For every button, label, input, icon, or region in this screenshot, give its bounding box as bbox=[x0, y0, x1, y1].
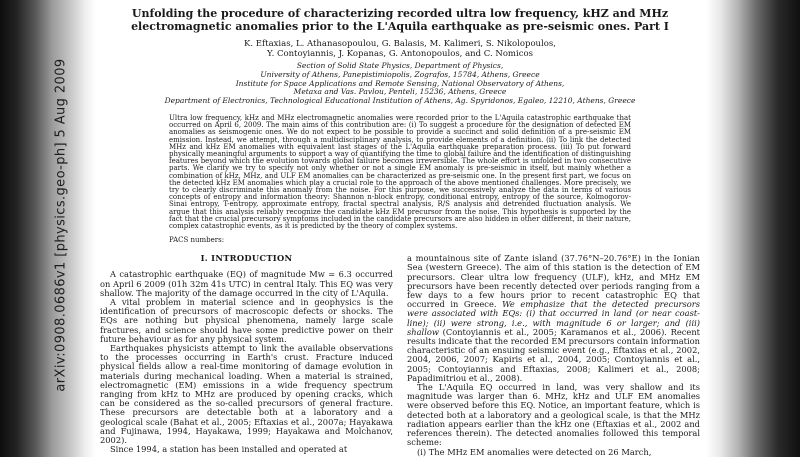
paper-title-line2: electromagnetic anomalies prior to the L'Aquila earthquake as pre-seismic ones. Part I bbox=[131, 20, 669, 33]
authors-line1: K. Eftaxias, L. Athanasopoulou, G. Balasis, M. Kalimeri, S. Nikolopoulos, bbox=[244, 39, 556, 49]
authors-line2: Y. Contoyiannis, J. Kopanas, G. Antonopoulos, and C. Nomicos bbox=[267, 49, 533, 59]
paragraph: A catastrophic earthquake (EQ) of magnitude Mw = 6.3 occurred on April 6 2009 (01h 32m 41s UTC) in central Italy. This EQ was very shallow. The majority of the damage occurred in the city of L'Aquila. bbox=[100, 269, 393, 298]
paragraph-text: a mountainous site of Zante island (37.76°N–20.76°E) in the Ionian Sea (western Greece). The aim of this station is the detection of EM precursors. Clear ultra low frequency (ULF), kHz, and MHz EM precursors have been recently detected over periods ranging from a few days to a few hours prior to recent catastrophic EQ that occurred in Greece. bbox=[407, 253, 700, 310]
abstract-text: Ultra low frequency, kHz and MHz electromagnetic anomalies were recorded prior to the L'Aquila catastrophic earthquake that occurred on April 6, 2009. The main aims of this contribution are: (i) To suggest a procedure for the designation of detected EM anomalies as seismogenic ones. We do not expect to be possible to provide a succinct and solid definition of a pre-seismic EM emission. Instead, we attempt, through a multidisciplinary analysis, to provide elements of a definition. (ii) To link the detected MHz and kHz EM anomalies with equivalent last stages of the L'Aquila earthquake preparation process. (iii) To put forward physically meaningful arguments to support a way of quantifying the time to global failure and the identification of distinguishing features beyond which the evolution towards global failure becomes irreversible. The whole effort is unfolded in two consecutive parts. We clarify we try to specify not only whether or not a single EM anomaly is pre-seismic in itself, but mainly whether a combination of kHz, MHz, and ULF EM anomalies can be characterized as pre-seismic one. In the present first part, we focus on the detected kHz EM anomalies which play a crucial role to the approach of the above mentioned challenges. More precisely, we try to clearly discriminate this anomaly from the noise. For this purpose, we successively analyze the data in terms of various concepts of entropy and information theory: Shannon n-block entropy, conditional entropy, entropy of the source, Kolmogorov-Sinai entropy, T-entropy, approximate entropy, fractal spectral analysis, R/S analysis and detrended fluctuation analysis. We argue that this analysis reliably recognize the candidate kHz EM precursor from the noise. This hypothesis is supported by the fact that the crucial precursory symptoms included in the candidate precursors are also hidden in other different, in their nature, complex catastrophic events, as it is predicted by the theory of complex systems. bbox=[169, 113, 631, 231]
section-heading-introduction: I. INTRODUCTION bbox=[200, 253, 293, 264]
affiliation-line: Section of Solid State Physics, Department of Physics, bbox=[296, 61, 504, 70]
affiliation-line: Institute for Space Applications and Remote Sensing, National Observatory of Athens, bbox=[235, 78, 565, 88]
paper-title bbox=[100, 7, 700, 33]
arxiv-watermark: arXiv:0908.0686v1 [physics.geo-ph] 5 Aug 2009 bbox=[53, 58, 69, 392]
affiliation-line: Metaxa and Vas. Pavlou, Penteli, 15236, Athens, Greece bbox=[293, 87, 507, 97]
two-column-body bbox=[100, 254, 700, 456]
paragraph bbox=[407, 254, 700, 383]
paragraph: A vital problem in material science and in geophysics is the identification of precursors of macroscopic defects or shocks. The EQs are nothing but physical phenomena, namely large scale fractures, and science should have some predictive power on their future behaviour as for any physical system. bbox=[100, 297, 393, 344]
affiliation-line: University of Athens, Panepistimiopolis, Zografos, 15784, Athens, Greece bbox=[260, 69, 540, 79]
paragraph: Earthquakes physicists attempt to link the available observations to the processes occurring in Earth's crust. Fracture induced physical fields allow a real-time monitoring of damage evolution in materials during mechanical loading. When a material is strained, electromagnetic (EM) emissions in a wide frequency spectrum ranging from kHz to MHz are produced by opening cracks, which can be considered as the so-called precursors of general fracture. These precursors are detectable both at a laboratory and a geological scale (Bahat et al., 2005; Eftaxias et al., 2007a; Hayakawa and Fujinawa, 1994, Hayakawa, 1999; Hayakawa and Molchanov, 2002). bbox=[100, 343, 393, 446]
pacs-line: PACS numbers: bbox=[169, 236, 225, 245]
paragraph: (i) The MHz EM anomalies were detected on 26 March, bbox=[417, 446, 652, 457]
paragraph: The L'Aquila EQ occurred in land, was very shallow and its magnitude was larger than 6. MHz, kHz and ULF EM anomalies were observed before this EQ. Notice, an important feature, which is detected both at a laboratory and a geological scale, is that the MHz radiation appears earlier than the kHz one (Eftaxias et al., 2002 and references therein). The detected anomalies followed this temporal scheme: bbox=[407, 382, 700, 448]
paper-page bbox=[100, 0, 700, 457]
left-column bbox=[100, 254, 393, 456]
author-list bbox=[100, 39, 700, 59]
paragraph: Since 1994, a station has been installed and operated at bbox=[110, 444, 348, 455]
right-column bbox=[407, 254, 700, 456]
paragraph-text-italic: We emphasize that the detected precursors were associated with EQs: (i) that occurred in land (or near coast-line); (ii) were strong, i.e., with magnitude 6 or larger; and (iii) shallow bbox=[407, 299, 700, 337]
paper-title-line1: Unfolding the procedure of characterizing recorded ultra low frequency, kHZ and MHz bbox=[131, 7, 669, 20]
affiliation-list bbox=[100, 62, 700, 106]
affiliation-line: Department of Electronics, Technological Educational Institution of Athens, Ag. Spyridonos, Egaleo, 12210, Athens, Greece bbox=[164, 96, 636, 106]
paragraph-text: (Contoyiannis et al., 2005; Karamanos et al., 2006). Recent results indicate that the recorded EM precursors contain information characteristic of an ensuing seismic event (e.g., Eftaxias et al., 2002, 2004, 2006, 2007; Kapiris et al., 2004, 2005; Contoyiannis et al., 2005; Contoyiannis and Eftaxias, 2008; Kalimeri et al., 2008; Papadimitriou et al., 2008). bbox=[407, 326, 700, 383]
